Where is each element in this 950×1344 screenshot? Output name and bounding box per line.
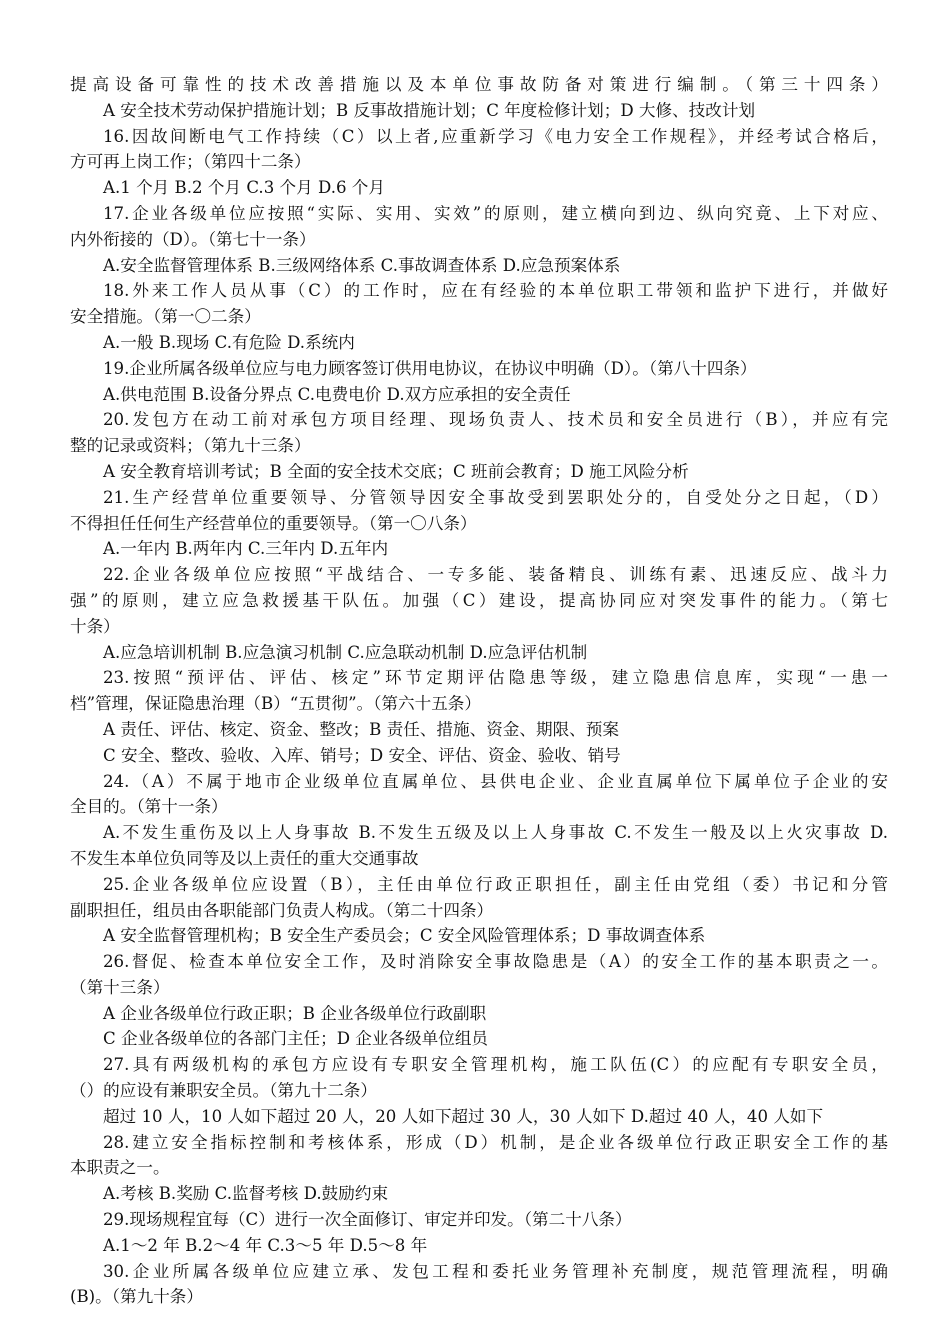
text-line: （）的应设有兼职安全员。（第九十二条） bbox=[70, 1081, 377, 1101]
text-line: 强”的原则，建立应急救援基干队伍。加强（C）建设，提高协同应对突发事件的能力。（第七 bbox=[70, 590, 888, 610]
text-line: A.一般 B.现场 C.有危险 D.系统内 bbox=[103, 332, 355, 352]
text-line: 19.企业所属各级单位应与电力顾客签订供用电协议，在协议中明确（D）。（第八十四条） bbox=[103, 358, 757, 378]
text-line: 内外衔接的（D）。（第七十一条） bbox=[70, 229, 316, 249]
text-line: 30.企业所属各级单位应建立承、发包工程和委托业务管理补充制度，规范管理流程，明确 bbox=[103, 1261, 888, 1281]
text-line: 23.按照“预评估、评估、核定”环节定期评估隐患等级，建立隐患信息库，实现“一患一 bbox=[103, 668, 888, 688]
text-line: （第十三条） bbox=[70, 977, 170, 997]
text-line: 全目的。（第十一条） bbox=[70, 797, 228, 817]
text-line: A.供电范围 B.设备分界点 C.电费电价 D.双方应承担的安全责任 bbox=[103, 384, 571, 404]
text-line: 十条） bbox=[70, 616, 120, 636]
document-page bbox=[70, 72, 888, 1310]
text-line: 28.建立安全指标控制和考核体系，形成（D）机制，是企业各级单位行政正职安全工作的基 bbox=[103, 1132, 888, 1152]
text-line: A 安全教育培训考试；B 全面的安全技术交底；C 班前会教育；D 施工风险分析 bbox=[103, 461, 689, 481]
text-line: 29.现场规程宜每（C）进行一次全面修订、审定并印发。（第二十八条） bbox=[103, 1210, 632, 1230]
text-line: A.应急培训机制 B.应急演习机制 C.应急联动机制 D.应急评估机制 bbox=[103, 642, 588, 662]
text-line: 安全措施。（第一〇二条） bbox=[70, 307, 261, 327]
text-line: 24.（A）不属于地市企业级单位直属单位、县供电企业、企业直属单位下属单位子企业的安 bbox=[103, 771, 888, 791]
text-line: 26.督促、检查本单位安全工作，及时消除安全事故隐患是（A）的安全工作的基本职责之一。 bbox=[103, 952, 888, 972]
text-line: A.1～2 年 B.2～4 年 C.3～5 年 D.5～8 年 bbox=[103, 1235, 428, 1255]
text-line: 不得担任任何生产经营单位的重要领导。（第一〇八条） bbox=[70, 513, 477, 533]
text-line: A 安全监督管理机构；B 安全生产委员会；C 安全风险管理体系；D 事故调查体系 bbox=[103, 926, 706, 946]
text-line: 27.具有两级机构的承包方应设有专职安全管理机构，施工队伍(C）的应配有专职安全员， bbox=[103, 1055, 888, 1075]
text-line: C 安全、整改、验收、入库、销号；D 安全、评估、资金、验收、销号 bbox=[103, 745, 621, 765]
text-line: C 企业各级单位的各部门主任；D 企业各级单位组员 bbox=[103, 1029, 489, 1049]
text-line: 本职责之一。 bbox=[70, 1158, 170, 1178]
text-line: 22.企业各级单位应按照“平战结合、一专多能、装备精良、训练有素、迅速反应、战斗力 bbox=[103, 565, 888, 585]
text-line: 20.发包方在动工前对承包方项目经理、现场负责人、技术员和安全员进行（B），并应有完 bbox=[103, 410, 888, 430]
text-line: A.安全监督管理体系 B.三级网络体系 C.事故调查体系 D.应急预案体系 bbox=[103, 255, 621, 275]
text-line: 21.生产经营单位重要领导、分管领导因安全事故受到罢职处分的，自受处分之日起，（D） bbox=[103, 487, 888, 507]
text-line: 18.外来工作人员从事（C）的工作时，应在有经验的本单位职工带领和监护下进行，并做好 bbox=[103, 281, 888, 301]
text-line: A 责任、评估、核定、资金、整改；B 责任、措施、资金、期限、预案 bbox=[103, 719, 619, 739]
text-line: 整的记录或资料；（第九十三条） bbox=[70, 436, 311, 456]
text-line: 副职担任，组员由各职能部门负责人构成。（第二十四条） bbox=[70, 900, 494, 920]
text-line: 档”管理，保证隐患治理（B）“五贯彻”。（第六十五条） bbox=[70, 694, 481, 714]
text-line: A.一年内 B.两年内 C.三年内 D.五年内 bbox=[103, 539, 389, 559]
text-line: 17.企业各级单位应按照“实际、实用、实效”的原则，建立横向到边、纵向究竟、上下对应、 bbox=[103, 203, 888, 223]
text-line: A.考核 B.奖励 C.监督考核 D.鼓励约束 bbox=[103, 1184, 389, 1204]
text-line: 提高设备可靠性的技术改善措施以及本单位事故防备对策进行编制。（第三十四条） bbox=[70, 75, 888, 94]
text-line: A 安全技术劳动保护措施计划；B 反事故措施计划；C 年度检修计划；D 大修、技改计划 bbox=[103, 100, 756, 120]
text-line: 超过 10 人，10 人如下超过 20 人，20 人如下超过 30 人，30 人如下 D.超过 40 人，40 人如下 bbox=[103, 1106, 824, 1126]
text-line: A 企业各级单位行政正职；B 企业各级单位行政副职 bbox=[103, 1003, 487, 1023]
text-line: 25.企业各级单位应设置（B），主任由单位行政正职担任，副主任由党组（委）书记和分管 bbox=[103, 874, 888, 894]
text-line: 方可再上岗工作；（第四十二条） bbox=[70, 152, 311, 172]
text-line: A.不发生重伤及以上人身事故 B.不发生五级及以上人身事故 C.不发生一般及以上火灾事故 D. bbox=[103, 823, 888, 843]
text-line: (B)。（第九十条） bbox=[70, 1287, 203, 1307]
text-line: 不发生本单位负同等及以上责任的重大交通事故 bbox=[70, 848, 419, 868]
text-line: 16.因故间断电气工作持续（C）以上者,应重新学习《电力安全工作规程》，并经考试合格后， bbox=[103, 126, 888, 146]
text-line: A.1 个月 B.2 个月 C.3 个月 D.6 个月 bbox=[103, 178, 385, 198]
